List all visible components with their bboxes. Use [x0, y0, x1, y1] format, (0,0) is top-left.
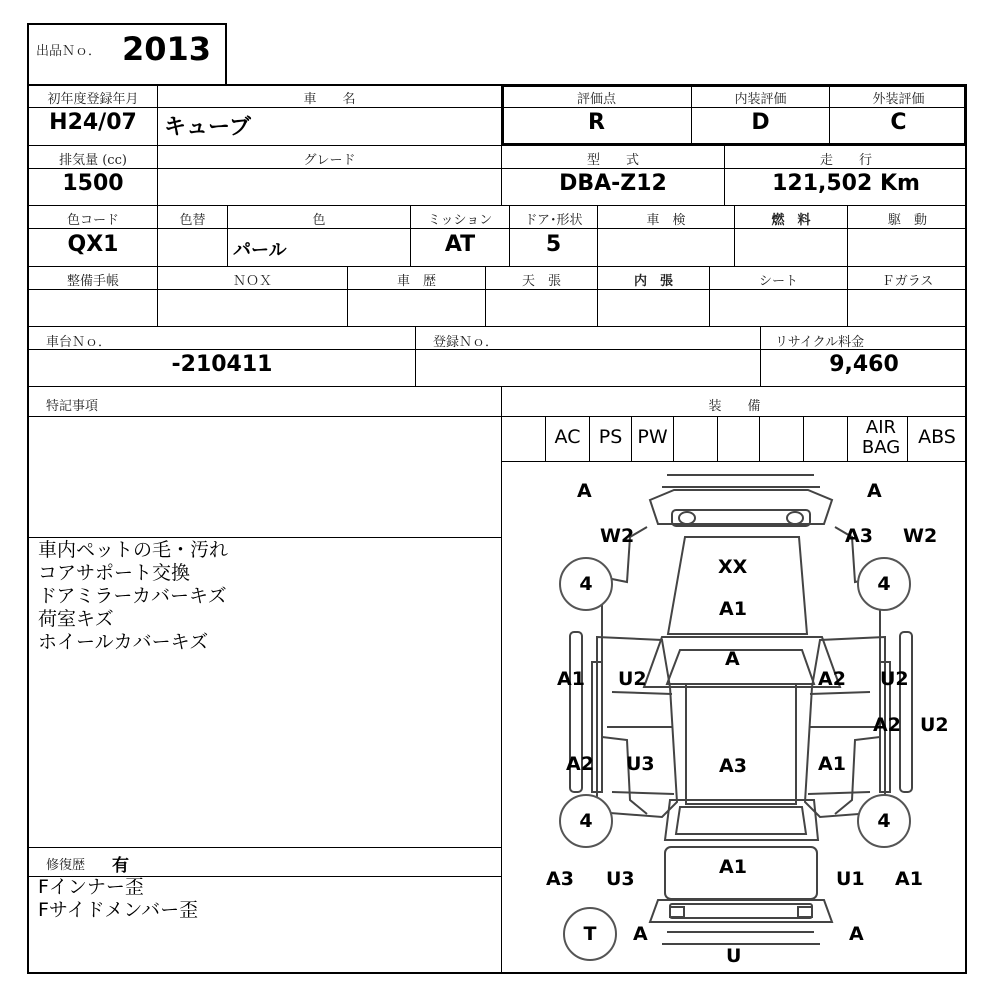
repair-line: Fサイドメンバー歪 — [38, 899, 199, 921]
spare-tire: T — [563, 907, 617, 961]
car-name-label: 車 名 — [303, 92, 356, 107]
damage-mark: A2 — [818, 668, 846, 690]
damage-mark: A — [867, 480, 882, 502]
damage-mark: W2 — [600, 525, 635, 547]
equip-item-ps: PS — [598, 426, 623, 448]
tire-front-left: 4 — [559, 557, 613, 611]
color-code-value: QX1 — [67, 232, 119, 257]
color-code-label: 色コード — [66, 213, 119, 228]
damage-mark: U2 — [880, 668, 909, 690]
score-label: 評価点 — [576, 92, 616, 107]
interior-score-value: D — [751, 110, 770, 135]
model-label: 型 式 — [586, 153, 639, 168]
damage-mark: U3 — [606, 868, 635, 890]
tire-rear-right: 4 — [857, 794, 911, 848]
remark-line: 車内ペットの毛・汚れ — [38, 539, 229, 561]
damage-mark: A — [849, 923, 864, 945]
recycle-fee-label: リサイクル料金 — [775, 335, 865, 350]
remark-line: ホイールカバーキズ — [38, 631, 209, 653]
damage-mark: A1 — [719, 598, 747, 620]
interior-score-label: 内装評価 — [734, 92, 787, 107]
repair-history-value: 有 — [112, 856, 129, 876]
tire-rear-left: 4 — [559, 794, 613, 848]
damage-mark: U2 — [618, 668, 647, 690]
fuel-label: 燃 料 — [771, 213, 811, 228]
damage-mark: U — [726, 945, 742, 967]
nox-label: ＮＯＸ — [232, 274, 272, 289]
damage-mark: A1 — [895, 868, 923, 890]
door-value: 5 — [545, 232, 562, 257]
damage-mark: A — [633, 923, 648, 945]
damage-mark: A — [725, 648, 740, 670]
damage-mark: A2 — [566, 753, 594, 775]
equip-item-abs: ABS — [918, 426, 956, 448]
inspection-label: 車 検 — [646, 213, 686, 228]
remark-line: コアサポート交換 — [38, 562, 191, 584]
remark-line: 荷室キズ — [38, 608, 114, 630]
model-value: DBA-Z12 — [559, 171, 667, 196]
lot-label: 出品Ｎｏ． — [36, 44, 102, 59]
repair-list — [38, 876, 493, 922]
score-value: R — [588, 110, 605, 135]
damage-mark: A — [577, 480, 592, 502]
mission-label: ミッション — [427, 213, 493, 228]
repair-line: Fインナー歪 — [38, 876, 144, 898]
mileage-label: 走 行 — [819, 153, 872, 168]
damage-mark: A3 — [719, 755, 747, 777]
history-label: 車 歴 — [396, 274, 436, 289]
exterior-score-label: 外装評価 — [872, 92, 925, 107]
remark-line: ドアミラーカバーキズ — [38, 585, 227, 607]
damage-mark: U3 — [626, 753, 655, 775]
repair-history-label: 修復歴 — [46, 858, 86, 873]
mission-value: AT — [444, 232, 476, 257]
roof-label: 天 張 — [521, 274, 561, 289]
exterior-score-value: C — [890, 110, 907, 135]
displacement-value: 1500 — [62, 171, 124, 196]
first-reg-label: 初年度登録年月 — [47, 92, 139, 107]
damage-mark: A1 — [818, 753, 846, 775]
recycle-fee-value: 9,460 — [829, 352, 899, 377]
color-value: パール — [233, 240, 287, 261]
damage-mark: A3 — [546, 868, 574, 890]
equip-item-ac: AC — [554, 426, 581, 448]
car-name-value: キューブ — [164, 115, 251, 140]
maintenance-record-label: 整備手帳 — [66, 274, 119, 289]
damage-mark: W2 — [903, 525, 938, 547]
damage-mark: U2 — [920, 714, 949, 736]
fglass-label: Ｆガラス — [881, 274, 934, 289]
damage-mark: U1 — [836, 868, 865, 890]
seat-label: シート — [758, 274, 798, 289]
damage-mark: A2 — [873, 714, 901, 736]
interior-trim-label: 内 張 — [633, 274, 673, 289]
tire-front-right: 4 — [857, 557, 911, 611]
color-label: 色 — [312, 213, 326, 228]
equip-item-pw: PW — [637, 426, 668, 448]
chassis-value: -210411 — [171, 352, 273, 377]
damage-mark: A3 — [845, 525, 873, 547]
lot-number: 2013 — [122, 30, 212, 68]
registration-label: 登録Ｎｏ． — [433, 335, 499, 350]
chassis-label: 車台Ｎｏ． — [46, 335, 112, 350]
repaint-label: 色替 — [179, 213, 206, 228]
equip-item-airbag: AIR BAG — [861, 417, 901, 458]
damage-mark: XX — [718, 556, 748, 578]
damage-mark: A1 — [719, 856, 747, 878]
drive-label: 駆 動 — [887, 213, 927, 228]
mileage-value: 121,502 Km — [772, 171, 920, 196]
door-label: ドア･形状 — [524, 213, 583, 228]
displacement-label: 排気量 (cc) — [59, 153, 127, 168]
remarks-label: 特記事項 — [46, 399, 99, 414]
damage-mark: A1 — [557, 668, 585, 690]
remarks-list — [38, 539, 493, 654]
equipment-label: 装 備 — [708, 399, 761, 414]
first-reg-value: H24/07 — [49, 110, 137, 135]
grade-label: グレード — [303, 153, 356, 168]
